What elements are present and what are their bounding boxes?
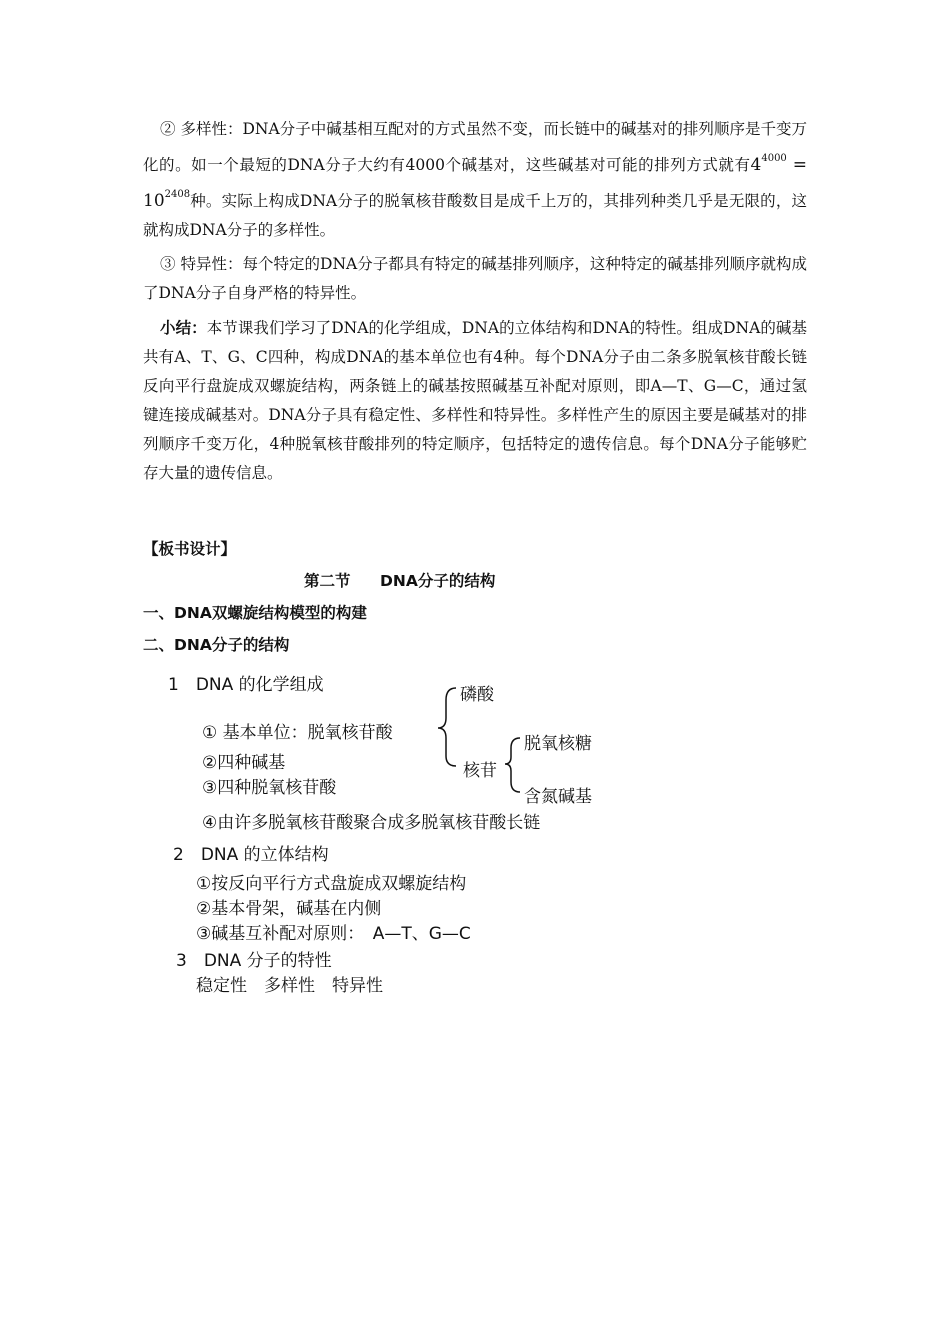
brace-right <box>505 738 520 792</box>
branch-phosphate: 磷酸 <box>460 685 494 705</box>
summary-label: 小结： <box>160 318 207 337</box>
board-title-text: DNA分子的结构 <box>380 572 496 590</box>
branch-nucleoside: 核苷 <box>463 761 497 781</box>
section-2-item-a: ①按反向平行方式盘旋成双螺旋结构 <box>196 874 467 894</box>
summary-text: 本节课我们学习了DNA的化学组成，DNA的立体结构和DNA的特性。组成DNA的碱基共有A、T、G、C四种，构成DNA的基本单位也有4种。每个DNA分子由二条多脱氧核苷酸长链反向平行盘旋成双螺旋结构，两条链上的碱基按照碱基互补配对原则，即A—T、G—C，通过氢键连接成碱基对。DNA分子具有稳定性、多样性和特异性。多样性产生的原因主要是碱基对的排列顺序千变万化，4种脱氧核苷酸排列的特定顺序，包括特定的遗传信息。每个DNA分子能够贮存大量的遗传信息。 <box>143 319 807 482</box>
board-title-section: 第二节 <box>304 572 351 590</box>
board-item-1: 一、DNA双螺旋结构模型的构建 <box>143 604 367 622</box>
section-3-items: 稳定性 多样性 特异性 <box>196 976 383 996</box>
formula: $4^{4000} = 10^{2408}$ <box>143 153 807 211</box>
diversity-text: ② 多样性：DNA分子中碱基相互配对的方式虽然不变，而长链中的碱基对的排列顺序是千变万化的。如一个最短的DNA分子大约有4000个碱基对，这些碱基对可能的排列方式就有 <box>143 120 807 174</box>
board-heading: 【板书设计】 <box>143 540 237 558</box>
section-1-item-b: ②四种碱基 <box>202 753 286 773</box>
diversity-text-cont: 种。实际上构成DNA分子的脱氧核苷酸数目是成千上万的，其排列种类几乎是无限的，这就构成DNA分子的多样性。 <box>143 192 807 239</box>
section-2-item-b: ②基本骨架，碱基在内侧 <box>196 899 382 919</box>
board-item-2: 二、DNA分子的结构 <box>143 636 290 654</box>
paragraph-specificity: ③ 特异性：每个特定的DNA分子都具有特定的碱基排列顺序，这种特定的碱基排列顺序就构成了DNA分子自身严格的特异性。 <box>143 255 807 302</box>
section-1-item-a: ① 基本单位：脱氧核苷酸 <box>202 723 393 743</box>
section-1-item-d: ④由许多脱氧核苷酸聚合成多脱氧核苷酸长链 <box>202 813 541 833</box>
section-2-title: 2 DNA 的立体结构 <box>173 845 329 865</box>
section-2-item-c: ③碱基互补配对原则： A—T、G—C <box>196 924 471 944</box>
branch-base: 含氮碱基 <box>524 787 592 807</box>
section-1-item-c: ③四种脱氧核苷酸 <box>202 778 337 798</box>
section-1-title: 1 DNA 的化学组成 <box>168 675 324 695</box>
branch-sugar: 脱氧核糖 <box>524 734 592 754</box>
brace-left <box>438 688 456 766</box>
section-3-title: 3 DNA 分子的特性 <box>176 951 332 971</box>
